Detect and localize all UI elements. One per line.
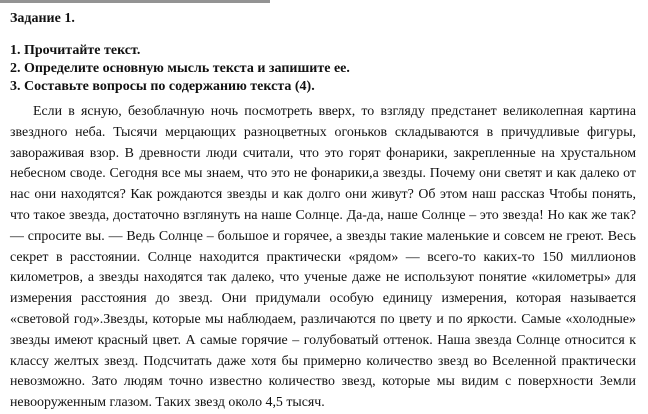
document-page xyxy=(10,10,638,414)
assignment-title: Задание 1. xyxy=(10,11,75,26)
task-list xyxy=(10,42,638,96)
cropped-top-text-fragment xyxy=(0,0,270,3)
task-item-1: 1. Прочитайте текст. xyxy=(10,43,141,58)
reading-text-paragraph: Если в ясную, безоблачную ночь посмотреть вверх, то взгляду предстанет великолепная картина звездного неба. Тысячи мерцающих разноцветных огоньков складываются в причудливые фигуры, завораживая взор. В древности люди считали, что это горят фонарики, закрепленные на хрустальном небесном своде. Сегодня все мы знаем, что это не фонарики,а звезды. Почему они светят и как далеко от нас они находятся? Как рождаются звезды и как долго они живут? Об этом наш рассказ Чтобы понять, что такое звезда, достаточно взглянуть на наше Солнце. Да-да, наше Солнце – это звезда! Но как же так? — спросите вы. — Ведь Солнце – большое и горячее, а звезды такие маленькие и совсем не греют. Весь секрет в расстоянии. Солнце находится практически «рядом» — всего-то каких-то 150 миллионов километров, а звезды находятся так далеко, что ученые даже не используют понятие «километры» для измерения расстояния до звезд. Они придумали особую единицу измерения, которая называется «световой год».Звезды, которые мы наблюдаем, различаются по цвету и по яркости. Самые «холодные» звезды имеют красный цвет. А самые горячие – голубоватый оттенок. Наша звезда Солнце относится к классу желтых звезд. Подсчитать даже хотя бы примерно количество звезд во Вселенной практически невозможно. Зато людям точно известно количество звезд, которые мы видим с поверхности Земли невооруженным глазом. Таких звезд около 4,5 тысяч. xyxy=(10,104,636,411)
task-item-2: 2. Определите основную мысль текста и запишите ее. xyxy=(10,61,350,76)
task-item-3: 3. Составьте вопросы по содержанию текста (4). xyxy=(10,79,315,94)
